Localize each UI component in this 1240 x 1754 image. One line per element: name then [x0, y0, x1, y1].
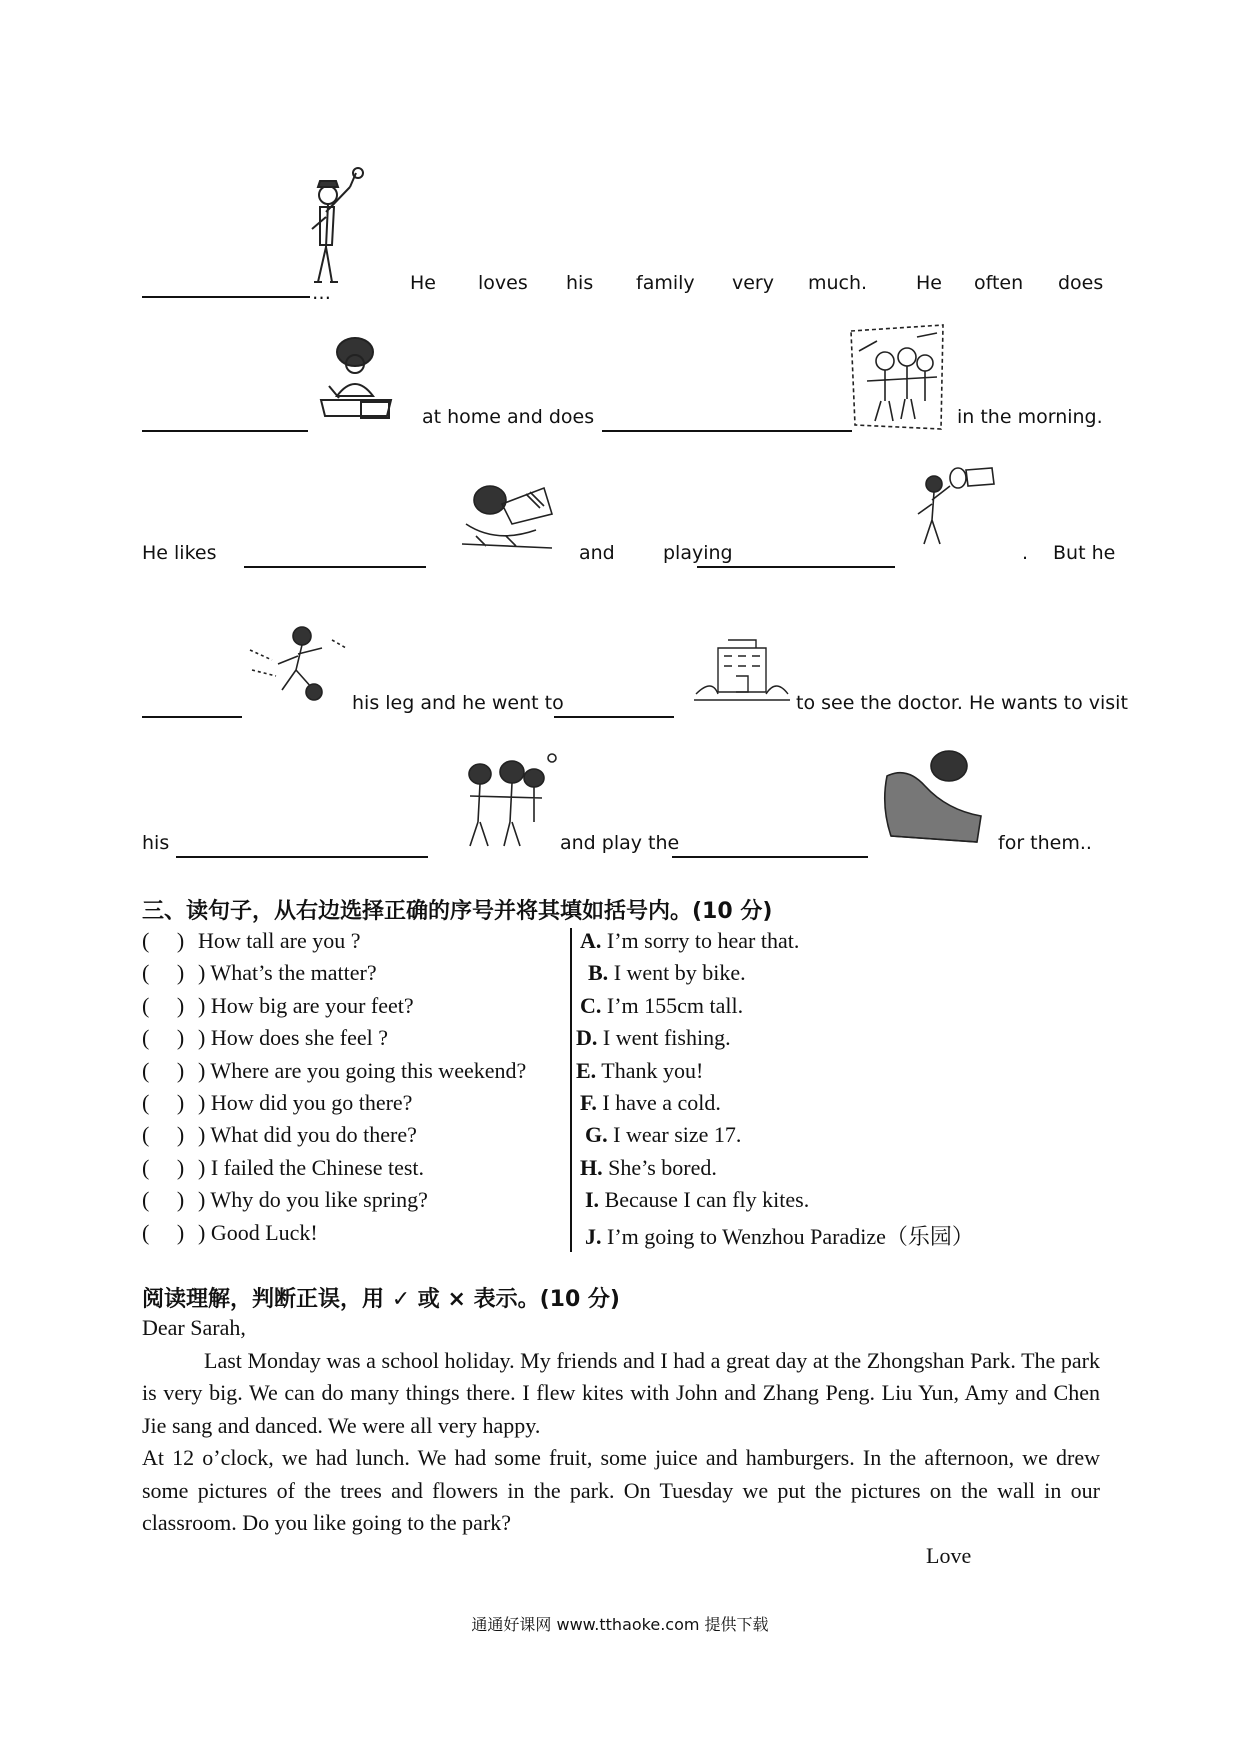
answer-option: I. Because I can fly kites.: [585, 1187, 810, 1213]
answer-option: B. I went by bike.: [588, 960, 746, 986]
letter-paragraph-1: Last Monday was a school holiday. My friends and I had a great day at the Zhongshan Park. The park is very big. We can do many things there. I flew kites with John and Zhang Peng. Liu Yun, Amy and Chen Jie sang and danced. We were all very happy.: [142, 1347, 1100, 1438]
answer-blank-2[interactable]: [142, 430, 308, 432]
answer-option: H. She’s bored.: [580, 1154, 717, 1180]
answer-bracket[interactable]: ( ): [142, 1089, 185, 1115]
match-row: [142, 960, 1042, 992]
grandparents-picture: [450, 752, 558, 852]
question-text: How tall are you ?: [198, 928, 361, 953]
boy-playing-badminton-picture: [910, 464, 1000, 554]
page-footer: 通通好课网 www.tthaoke.com 提供下载: [471, 1615, 769, 1634]
answer-blank-6[interactable]: [142, 716, 242, 718]
answer-bracket[interactable]: ( ): [142, 1154, 185, 1180]
cross-mark-icon: ×: [447, 1287, 466, 1312]
answer-option: E. Thank you!: [576, 1057, 704, 1083]
question-text: ) Why do you like spring?: [198, 1187, 428, 1213]
word: very: [732, 272, 774, 294]
text: his leg and he went to: [352, 692, 564, 714]
answer-blank-9[interactable]: [672, 856, 868, 858]
answer-option: J. I’m going to Wenzhou Paradize（乐园）: [585, 1223, 974, 1249]
match-row: [142, 928, 1042, 960]
match-row: [142, 1090, 1042, 1122]
answer-option: A. I’m sorry to hear that.: [580, 928, 800, 953]
reading-letter: [142, 1312, 1100, 1572]
text: his: [142, 832, 170, 854]
question-text: ) How did you go there?: [198, 1089, 413, 1115]
answer-blank-3[interactable]: [602, 430, 852, 432]
piano-picture: [877, 746, 987, 850]
answer-bracket[interactable]: ( ): [142, 1187, 185, 1213]
answer-option: C. I’m 155cm tall.: [580, 992, 744, 1018]
answer-blank-7[interactable]: [554, 716, 674, 718]
answer-blank-4[interactable]: [244, 566, 426, 568]
letter-paragraph-2: At 12 o’clock, we had lunch. We had some fruit, some juice and hamburgers. In the afternoon, we drew some pictures of the trees and flowers in the park. On Tuesday we put the pictures on the wall in our classroom. Do you like going to the park?: [142, 1445, 1100, 1535]
text: .: [1022, 542, 1029, 564]
answer-bracket[interactable]: ( ): [142, 1219, 185, 1245]
match-row: [142, 1220, 1042, 1252]
word: much.: [808, 272, 868, 294]
question-text: ) I failed the Chinese test.: [198, 1154, 425, 1180]
answer-bracket[interactable]: ( ): [142, 1025, 185, 1051]
word: He: [410, 272, 436, 294]
match-row: [142, 1155, 1042, 1187]
word: often: [974, 272, 1024, 294]
check-mark-icon: ✓: [391, 1287, 411, 1312]
question-text: ) Where are you going this weekend?: [198, 1057, 527, 1083]
text: and: [579, 542, 615, 564]
text: for them..: [998, 832, 1092, 854]
answer-blank-1[interactable]: [142, 296, 310, 298]
boy-hurt-leg-picture: [242, 620, 352, 704]
letter-greeting: Dear Sarah,: [142, 1315, 246, 1340]
text: But he: [1053, 542, 1116, 564]
text: to see the doctor. He wants to visit: [796, 692, 1128, 714]
answer-blank-5[interactable]: [697, 566, 895, 568]
text: He likes: [142, 542, 217, 564]
answer-bracket[interactable]: ( ): [142, 1057, 185, 1083]
morning-exercises-picture: [847, 321, 947, 433]
hospital-picture: [692, 634, 792, 706]
section-three-heading: 三、读句子，从右边选择正确的序号并将其填如括号内。(10 分): [142, 899, 773, 924]
match-row: [142, 993, 1042, 1025]
answer-blank-8[interactable]: [176, 856, 428, 858]
word: He: [916, 272, 942, 294]
question-text: ) What’s the matter?: [198, 960, 377, 986]
text: at home and does: [422, 406, 595, 428]
text: playing: [663, 542, 733, 564]
answer-option: F. I have a cold.: [580, 1089, 721, 1115]
question-text: ) Good Luck!: [198, 1219, 318, 1245]
answer-bracket[interactable]: ( ): [142, 928, 185, 953]
word: his: [566, 272, 594, 294]
matching-exercise: [142, 928, 1042, 1252]
question-text: ) How does she feel ?: [198, 1025, 388, 1051]
answer-option: D. I went fishing.: [576, 1025, 731, 1051]
question-text: ) What did you do there?: [198, 1122, 417, 1148]
text: and play the: [560, 832, 680, 854]
answer-bracket[interactable]: ( ): [142, 1122, 185, 1148]
match-row: [142, 1058, 1042, 1090]
match-row: [142, 1025, 1042, 1057]
answer-option: G. I wear size 17.: [585, 1122, 742, 1148]
text: in the morning.: [957, 406, 1103, 428]
match-row: [142, 1187, 1042, 1219]
letter-closing: Love: [926, 1542, 972, 1568]
word: loves: [478, 272, 528, 294]
boy-doing-homework-picture: [317, 336, 395, 426]
answer-bracket[interactable]: ( ): [142, 960, 185, 986]
question-text: ) How big are your feet?: [198, 992, 414, 1018]
reading-section-heading: 阅读理解，判断正误，用 ✓ 或 × 表示。(10 分): [142, 1287, 620, 1312]
dots: …: [312, 282, 331, 304]
boy-reading-picture: [456, 474, 558, 556]
match-row: [142, 1122, 1042, 1154]
word: family: [636, 272, 695, 294]
word: does: [1058, 272, 1104, 294]
policeman-picture: [300, 167, 370, 292]
answer-bracket[interactable]: ( ): [142, 992, 185, 1018]
